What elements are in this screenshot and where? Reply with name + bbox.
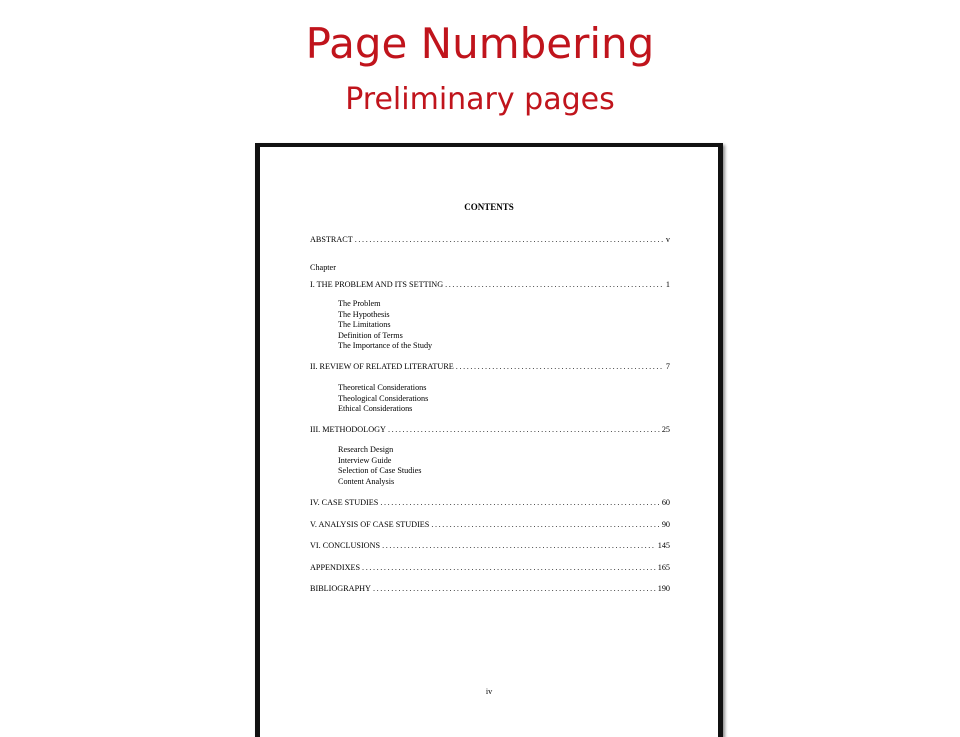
- subsection-item: Interview Guide: [338, 455, 392, 465]
- subsection-item: Research Design: [338, 445, 394, 454]
- toc-row-appendixes: [310, 563, 670, 572]
- toc-label: BIBLIOGRAPHY: [310, 584, 371, 593]
- toc-label: IV. CASE STUDIES: [310, 498, 379, 507]
- chapter-label: Chapter: [310, 263, 336, 272]
- toc-label: ABSTRACT: [310, 235, 353, 244]
- subsection-item: The Problem: [338, 299, 381, 308]
- document-page: [255, 143, 723, 737]
- chapter-subsections: [338, 383, 428, 415]
- footer-page-number: iv: [485, 687, 493, 696]
- toc-row-chapter: [310, 520, 670, 529]
- toc-page: 1: [665, 280, 670, 289]
- toc-page: 7: [665, 362, 670, 371]
- subsection-item: Content Analysis: [338, 476, 395, 486]
- toc-label: II. REVIEW OF RELATED LITERATURE: [310, 362, 454, 371]
- subsection-item: The Hypothesis: [338, 309, 390, 319]
- toc-leader-dots: [382, 541, 656, 550]
- subsection-item: Theoretical Considerations: [338, 383, 427, 392]
- toc-leader-dots: [355, 235, 664, 244]
- toc-row-abstract: [310, 235, 670, 244]
- toc-label: III. METHODOLOGY: [310, 425, 386, 434]
- toc-page: 190: [657, 584, 670, 593]
- toc-row-chapter: [310, 280, 670, 289]
- toc-page: v: [665, 235, 670, 244]
- toc-leader-dots: [388, 425, 660, 434]
- toc-label: VI. CONCLUSIONS: [310, 541, 381, 550]
- toc-page: 25: [661, 425, 670, 434]
- toc-label: APPENDIXES: [310, 563, 361, 572]
- subsection-item: Definition of Terms: [338, 330, 403, 340]
- toc-row-bibliography: [310, 584, 670, 593]
- toc-leader-dots: [456, 362, 664, 371]
- toc-row-chapter: [310, 498, 670, 507]
- subsection-item: Selection of Case Studies: [338, 466, 422, 476]
- toc-label: V. ANALYSIS OF CASE STUDIES: [310, 520, 430, 529]
- toc-leader-dots: [380, 498, 659, 507]
- toc-row-chapter: [310, 362, 670, 371]
- toc-page: 165: [657, 563, 670, 572]
- subsection-item: Theological Considerations: [338, 393, 429, 403]
- toc-page: 60: [661, 498, 670, 507]
- slide-title: Page Numbering: [305, 19, 655, 68]
- toc-row-chapter: [310, 425, 670, 434]
- contents-heading: CONTENTS: [464, 202, 514, 212]
- chapter-subsections: [338, 445, 421, 487]
- chapter-subsections: [338, 299, 432, 352]
- toc-row-chapter: [310, 541, 670, 550]
- toc-leader-dots: [362, 563, 656, 572]
- toc-leader-dots: [373, 584, 656, 593]
- toc-leader-dots: [445, 280, 664, 289]
- toc-leader-dots: [431, 520, 659, 529]
- toc-label: I. THE PROBLEM AND ITS SETTING: [310, 280, 444, 289]
- toc-page: 145: [657, 541, 670, 550]
- subsection-item: The Limitations: [338, 320, 391, 330]
- subsection-item: Ethical Considerations: [338, 404, 413, 414]
- slide-subtitle: Preliminary pages: [345, 82, 615, 117]
- subsection-item: The Importance of the Study: [338, 341, 433, 351]
- toc-page: 90: [661, 520, 670, 529]
